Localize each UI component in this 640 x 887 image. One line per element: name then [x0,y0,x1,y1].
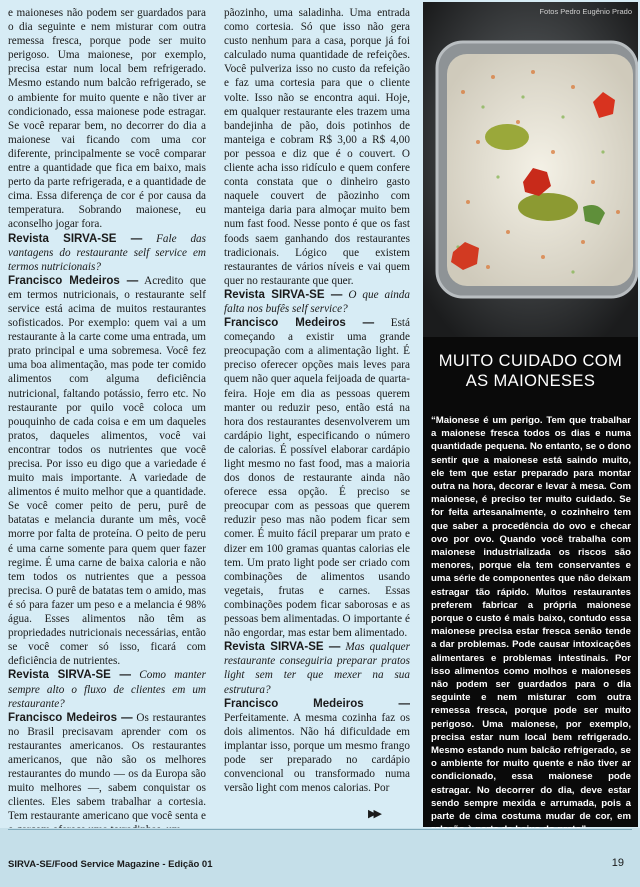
footer-divider [8,829,632,830]
question-1-label: Revista SIRVA-SE — [8,232,143,245]
question-4 [224,640,410,696]
mayonnaise-tray-photo [423,2,638,337]
answer-2-text: Os restaurantes no Brasil precisavam aprender com os restaurantes americanos. Os restaurantes americanos, que não são os melhores restaurantes do mundo — os da Europa são muito melhores —, sabem conquistar os clientes. Eles sabem trabalhar a cortesia. Tem restaurante americano que você senta e [8,711,207,823]
sidebar-title-line-2: AS MAIONESES [465,372,596,390]
paragraph-continued: pãozinho, uma saladinha. Uma entrada como cortesia. Só que isso não gera custo nenhum para a casa, porque já foi calculado numa quantidade de refeições. Você pulveriza isso no custo da refeição e faz uma cortesia para que o cliente volte. Isso não se encontra aqui. Hoje, em qualquer restaurante eles trazem uma bandejinha de pão, dois potinhos de manteiga e cobram R$ 3,00 a R$ 4,00 por pessoa e diz que é o couvert. O cliente acha isso ridículo e quem confere conta constata que o dinheiro gasto naquele couvert de pãozinho com manteiga daria para almoçar muito bem num fast food. Nesse ponto é que os fast foods saem ganhando dos restaurantes tradicionais. Lógico que existem restaurantes de vários níveis e vai quem quer no restaurante que quer. [224,7,410,287]
sidebar-title-line-1: MUITO CUIDADO COM [438,352,623,370]
answer-1-text: Acredito que em termos nutricionais, o restaurante self service está acima de muitos restaurantes sofisticados. Por exemplo: quem vai a um restaurante à la carte come uma entrada, um prato principal e uma sobremesa. Você fez uma boa alimentação, mas pode ter comido alimentos com alguma deficiência nutricional, faltando potássio, ferro etc. No restaurante por quilo você coloca um pouquinho de cada coisa e em um daqueles pratos, daqueles alimentos, você vai encontrar todos os nutrientes que você precisa. Por isso eu digo que a variedade é muito mais importante. A variedade de alimentos é muito melhor que a quantidade. Se você comer peito de peru, purê de batatas e melancia durante um mês, você morre por falta de proteína. O peito de peru é uma carne somente para quem quer fazer regime. É uma carne de baixa caloria e não tem todos os nutrientes que a pessoa precisa. O purê de batatas tem o amido, mas é só para fazer um peso e a melancia é 98% água. Esses alimentos não têm as propriedades nutricionais necessárias, então se você comer só isso, ficará com deficiência de nutrientes. [8,274,206,668]
answer-1 [8,274,206,669]
photo-credit: Fotos Pedro Eugênio Prado [539,7,632,16]
answer-3-text: Está começando a existir uma grande preocupação com a alimentação light. É preciso oferecer opções mais leves para quem não quer aquela feijoada de quarta-feira. Hoje em dia as pessoas querem manter ou reduzir peso, então está na hora dos restaurantes desenvolverem um cardápio light, especificando o número de calorias. É possível elaborar cardápio light mesmo no fast food, mas a maioria dos donos de restaurante ainda não oferece essa opção. É preciso se preocupar com as pessoas que querem reduzir peso mas não podem ficar sem comer. É muito fácil preparar um prato e dizer em 100 gramas quantas calorias ele tem. Um prato light pode ser criado com combinações de alimentos usando vegetais, frutas e carnes. Essas combinações podem ficar saborosas e as pessoas bem alimentadas. O importante é não engordar, mas estar bem alimentado. [224,317,410,640]
question-3-text: O que ainda falta nos bufês self service? [224,288,410,315]
question-3 [224,288,410,316]
answer-1-label: Francisco Medeiros — [8,274,139,287]
sidebar-title [423,351,638,391]
question-3-label: Revista SIRVA-SE — [224,288,343,301]
question-4-text: Mas qualquer restaurante conseguiria preparar pratos light sem ter que mexer na sua estrutura? [224,641,411,696]
continue-arrow-icon: ▶▶ [368,807,379,820]
page-number: 19 [611,857,624,869]
paragraph-intro: e maioneses não podem ser guardados para o dia seguinte e nem misturar com outra remessa fresca, porque pode ser muito perigoso. Uma maionese, por exemplo, precisa estar num local bem refrigerado. Mesmo estando num balcão refrigerado, se o ambiente for muito quente e não tiver ar condicionado, essa maionese pode estragar. Se você reparar bem, no decorrer do dia a maionese vai ficando com uma cor diferente, principalmente se você comparar entre a quantidade que fica em baixo, mais perto da parte refrigerada, e a quantidade de cima. Essa diferença de cor é por causa da temperatura. Sobrando maionese, eu aconselho jogar fora. [8,7,206,231]
answer-3 [224,316,410,640]
sidebar-quote: “Maionese é um perigo. Tem que trabalhar a maionese fresca todos os dias e numa quantidade pequena. No entanto, se o dono sentir que a maionese está saindo muito, ele tem que estar preparado para montar outra na hora, decorar e levar à mesa. Com maionese, é preciso ter muito cuidado. Se for feita artesanalmente, o cozinheiro tem que saber a procedência do ovo e checar ovo por ovo. Quando você trabalha com maionese industrializada os riscos são menores, porque ela tem conservantes e uma série de componentes que não deixam estragar tão rápido. Muitos restaurantes preferem fabricar a própria maionese porque o custo é mais baixo, contudo essa maionese precisa estar fresca senão tende a dar problemas. Pode causar intoxicações alimentares e problemas intestinais. Por isso alimentos como molhos e maioneses não podem ser guardados para o dia seguinte e nem misturar com outra remessa fresca, porque pode ser muito perigoso. Uma maionese, por exemplo, precisa estar num local bem refrigerado. Mesmo estando num balcão refrigerado, se o ambiente for muito quente e não tiver ar condicionado, essa maionese pode estragar. No decorrer do dia, deve estar sendo sempre mexida e arrumada, pois a parte de cima costuma mudar de cor, em [431,415,631,823]
answer-4-label: Francisco Medeiros — [224,697,410,710]
article-column-2 [224,6,410,795]
answer-4-text: Perfeitamente. A mesma cozinha faz os dois alimentos. Não há dificuldade em implantar isso, porque um mesmo frango pode ser preparado no cardápio convencional ou transformado numa versão light com menos calorias. Por [224,711,410,795]
question-2-label: Revista SIRVA-SE — [8,669,132,682]
sidebar-box [423,2,638,827]
answer-3-label: Francisco Medeiros — [224,317,375,330]
question-1 [8,232,206,274]
question-4-label: Revista SIRVA-SE — [224,641,341,654]
publication-name: SIRVA-SE/Food Service Magazine - Edição 01 [8,859,213,870]
footer-bar [0,828,640,887]
question-1-text: Fale das vantagens do restaurante self service em termos nutricionais? [8,232,207,273]
answer-2 [8,711,206,838]
answer-2-label: Francisco Medeiros — [8,711,133,724]
question-2-text: Como manter sempre alto o fluxo de clientes em um restaurante? [8,669,206,710]
answer-4 [224,697,410,796]
article-column-1 [8,6,206,838]
question-2 [8,668,206,710]
